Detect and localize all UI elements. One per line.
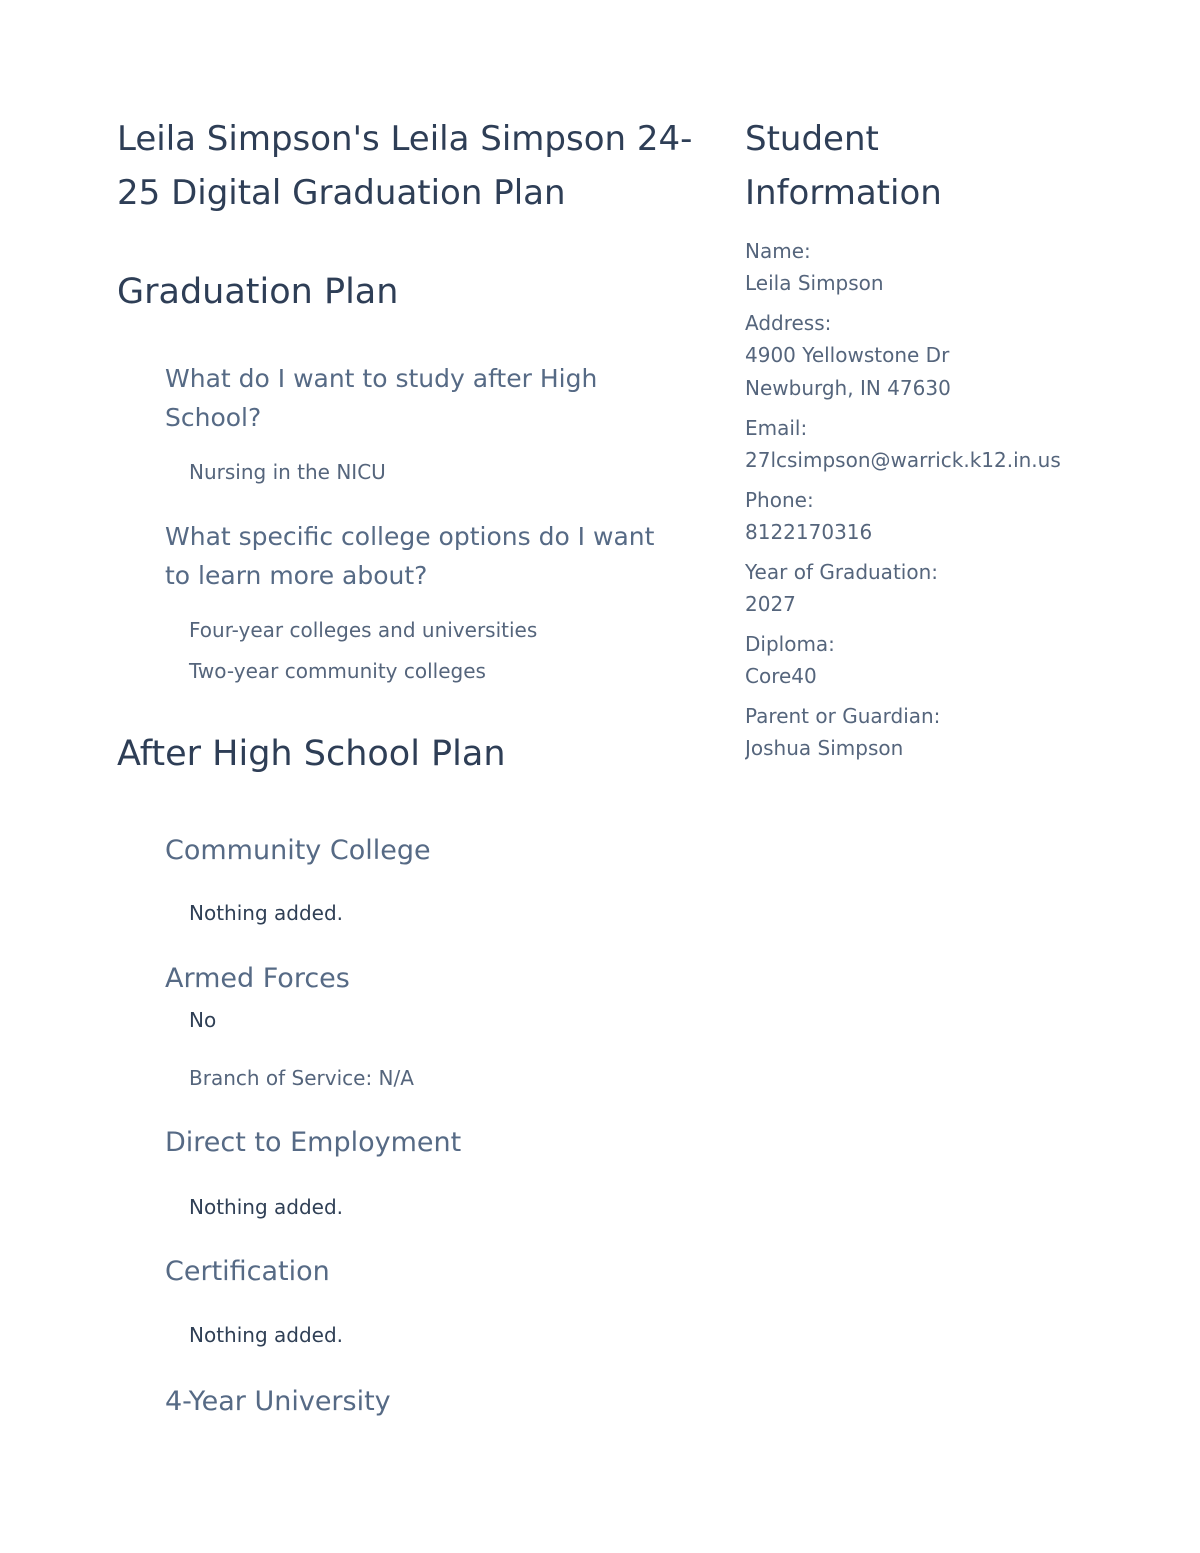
guardian-label: Parent or Guardian: bbox=[745, 704, 941, 728]
address-line-1: 4900 Yellowstone Dr bbox=[745, 343, 950, 367]
phone-value: 8122170316 bbox=[745, 520, 873, 544]
college-options-question: What specific college options do I want to learn more about? bbox=[165, 522, 655, 590]
name-label: Name: bbox=[745, 239, 811, 263]
diploma-value: Core40 bbox=[745, 664, 817, 688]
name-value: Leila Simpson bbox=[745, 271, 884, 295]
armed-forces-value: No bbox=[189, 1008, 217, 1032]
student-info-heading: Student Information bbox=[745, 119, 942, 213]
info-email bbox=[745, 413, 1095, 477]
after-high-school-heading: After High School Plan bbox=[117, 734, 506, 774]
study-question: What do I want to study after High School? bbox=[165, 364, 598, 432]
community-college-value: Nothing added. bbox=[189, 901, 344, 925]
armed-forces-heading: Armed Forces bbox=[165, 963, 350, 994]
certification-heading: Certification bbox=[165, 1256, 330, 1287]
graduation-plan-heading: Graduation Plan bbox=[117, 272, 399, 312]
branch-of-service: Branch of Service: N/A bbox=[189, 1066, 414, 1090]
graduation-year-value: 2027 bbox=[745, 592, 796, 616]
email-value: 27lcsimpson@warrick.k12.in.us bbox=[745, 448, 1061, 472]
study-answer: Nursing in the NICU bbox=[189, 460, 386, 484]
certification-value: Nothing added. bbox=[189, 1323, 344, 1347]
email-label: Email: bbox=[745, 416, 808, 440]
document-title: Leila Simpson's Leila Simpson 24-25 Digital Graduation Plan bbox=[117, 119, 693, 213]
address-line-2: Newburgh, IN 47630 bbox=[745, 376, 951, 400]
guardian-value: Joshua Simpson bbox=[745, 736, 904, 760]
info-diploma bbox=[745, 629, 1095, 693]
diploma-label: Diploma: bbox=[745, 632, 835, 656]
info-name bbox=[745, 236, 1095, 300]
address-label: Address: bbox=[745, 311, 832, 335]
info-address bbox=[745, 308, 1095, 405]
phone-label: Phone: bbox=[745, 488, 814, 512]
community-college-heading: Community College bbox=[165, 835, 431, 866]
direct-employment-value: Nothing added. bbox=[189, 1195, 344, 1219]
info-graduation-year bbox=[745, 557, 1095, 621]
info-phone bbox=[745, 485, 1095, 549]
college-option-item: Two-year community colleges bbox=[189, 659, 486, 683]
college-option-item: Four-year colleges and universities bbox=[189, 618, 538, 642]
university-heading: 4-Year University bbox=[165, 1386, 391, 1417]
direct-employment-heading: Direct to Employment bbox=[165, 1127, 462, 1158]
info-guardian bbox=[745, 701, 1095, 765]
student-info-list bbox=[745, 236, 1095, 773]
graduation-year-label: Year of Graduation: bbox=[745, 560, 938, 584]
